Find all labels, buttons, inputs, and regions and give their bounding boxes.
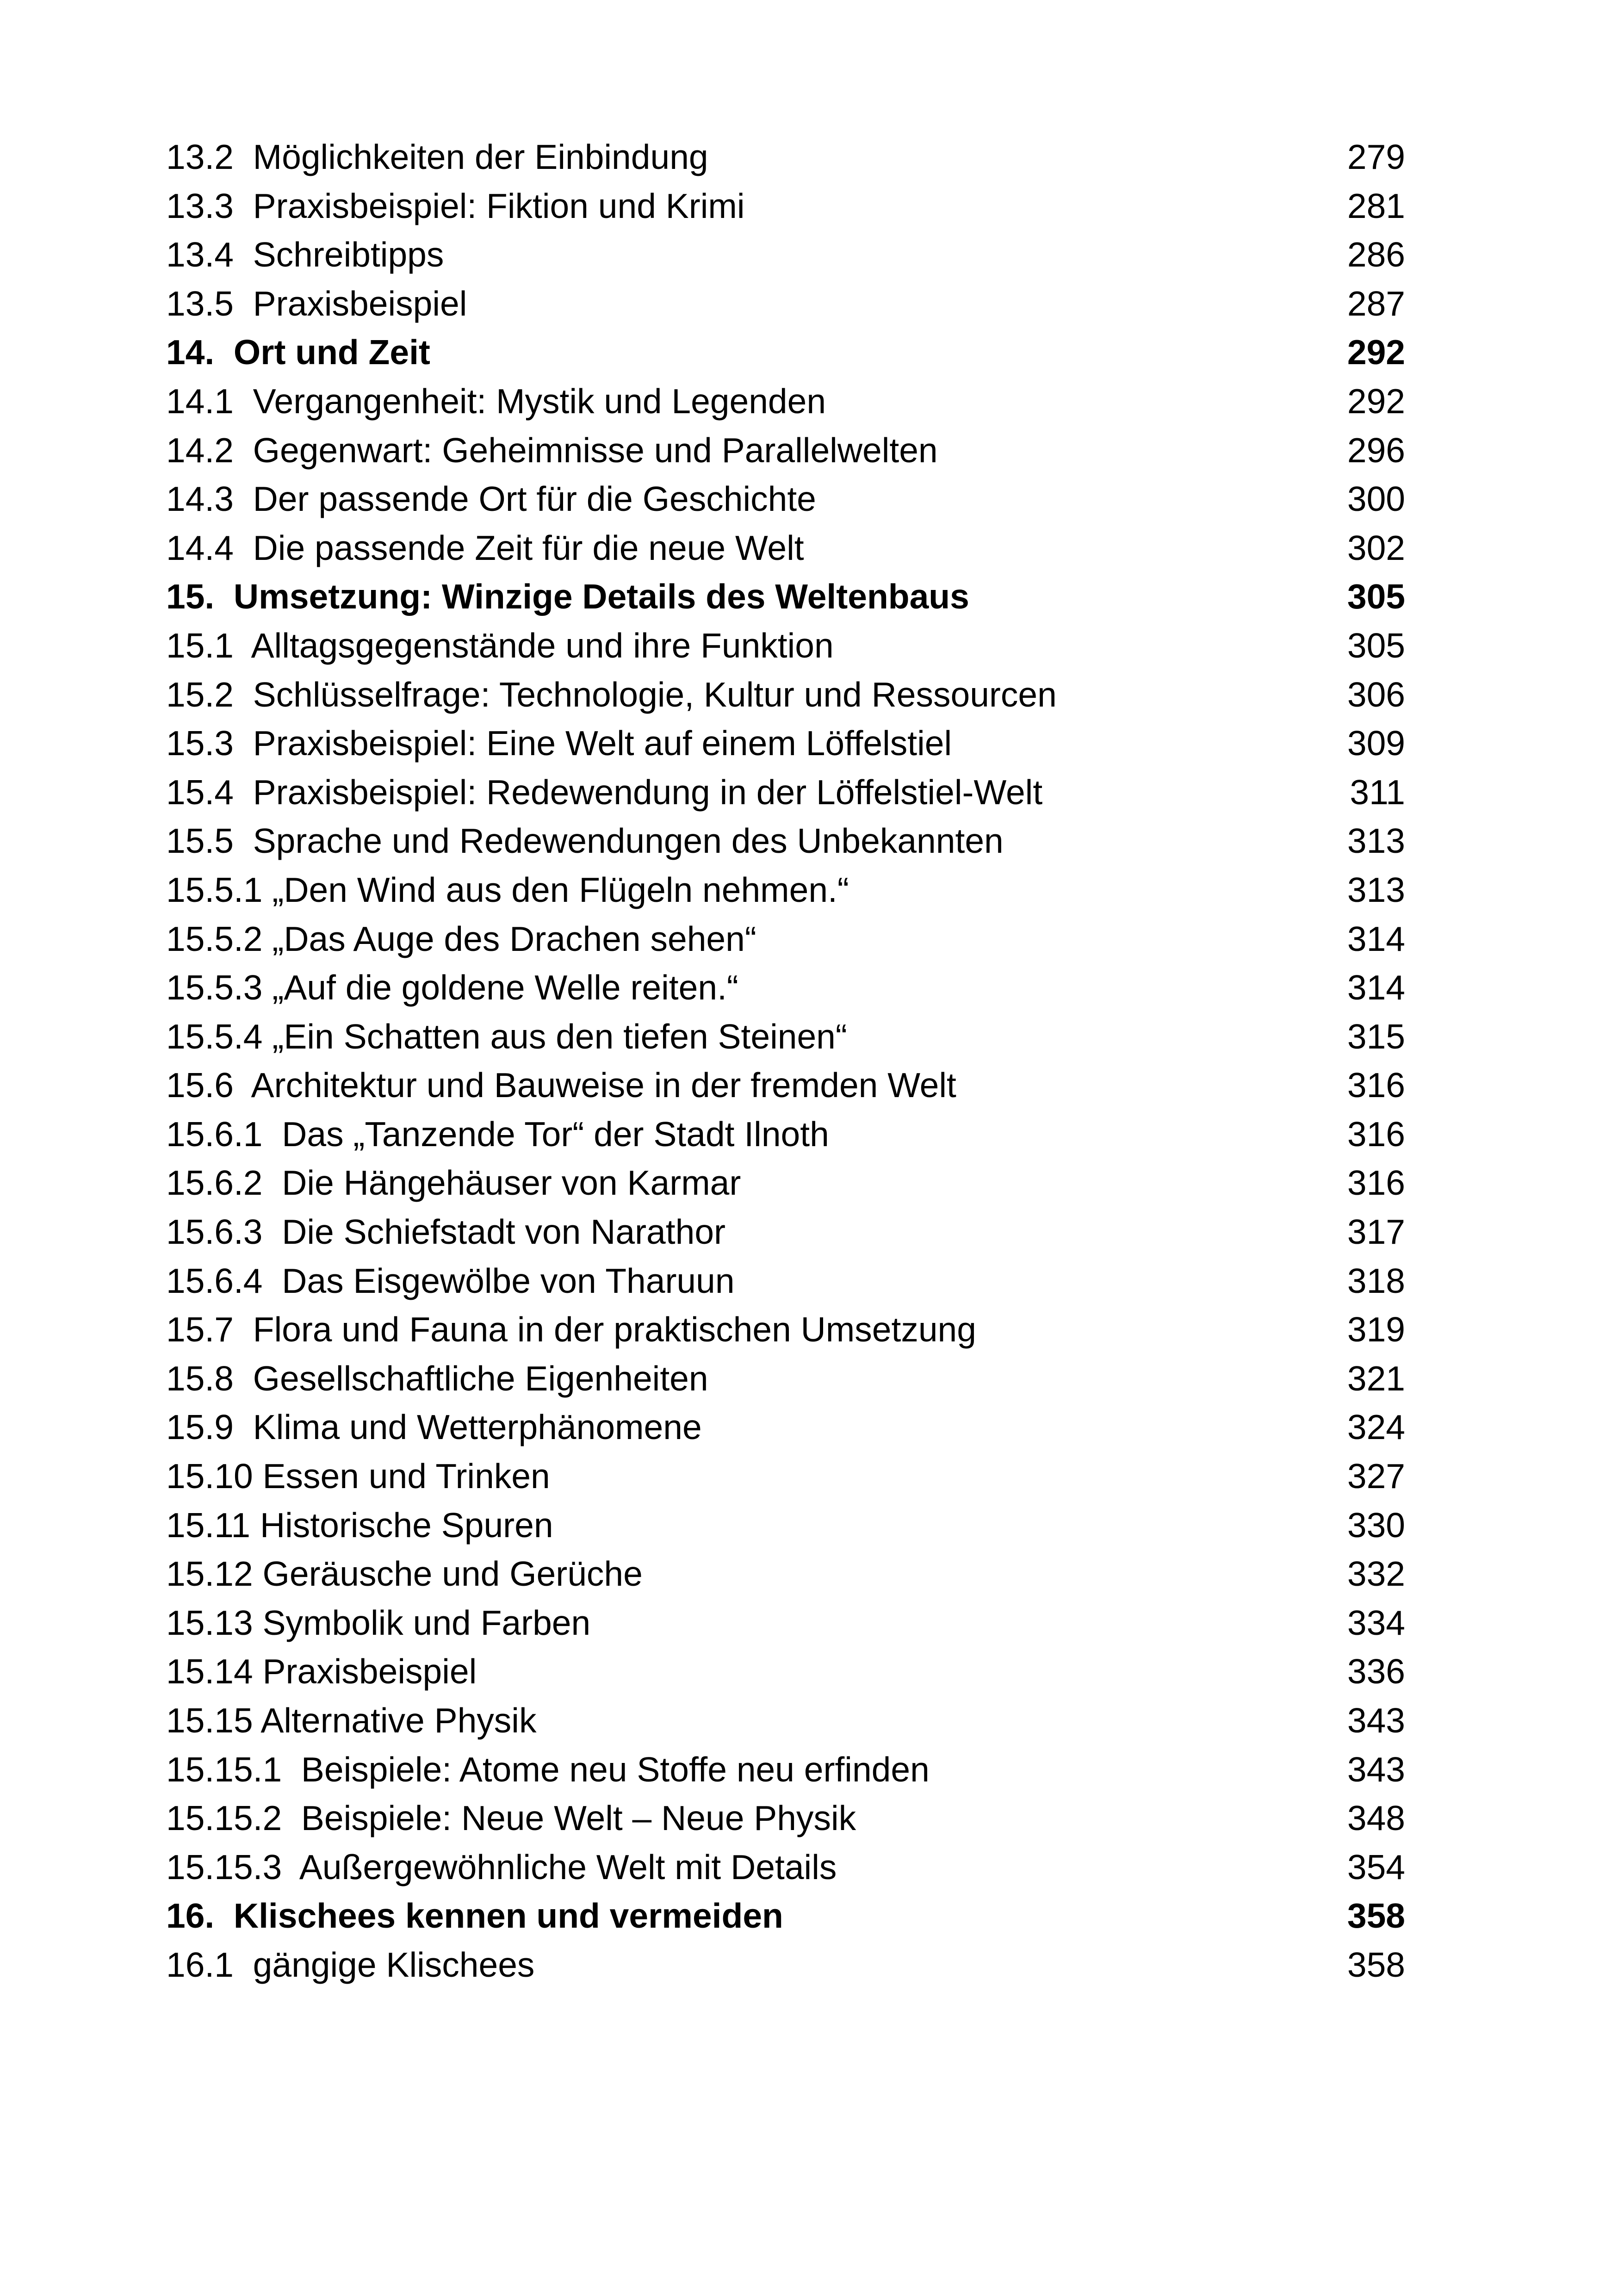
toc-entry <box>166 1941 1405 1990</box>
toc-entry <box>166 1257 1405 1306</box>
toc-entry-page: 318 <box>1347 1261 1405 1300</box>
toc-entry-title: 15.1 Alltagsgegenstände und ihre Funktion <box>166 626 834 665</box>
toc-entry <box>166 1599 1405 1648</box>
toc-entry-page: 336 <box>1347 1652 1405 1691</box>
toc-chapter-entry <box>166 1892 1405 1941</box>
toc-entry-title: 14.2 Gegenwart: Geheimnisse und Parallelwelten <box>166 430 938 470</box>
toc-entry-page: 281 <box>1347 186 1405 225</box>
toc-entry-title: 15.6.3 Die Schiefstadt von Narathor <box>166 1212 726 1252</box>
toc-entry <box>166 1403 1405 1452</box>
toc-entry-page: 311 <box>1350 772 1405 812</box>
toc-entry <box>166 1354 1405 1403</box>
toc-entry <box>166 1012 1405 1061</box>
toc-entry <box>166 817 1405 866</box>
toc-entry-page: 348 <box>1347 1799 1405 1838</box>
toc-entry-page: 300 <box>1347 479 1405 519</box>
toc-entry-page: 316 <box>1347 1163 1405 1203</box>
toc-entry <box>166 377 1405 426</box>
toc-entry-page: 354 <box>1347 1847 1405 1886</box>
toc-entry-page: 279 <box>1347 137 1405 176</box>
toc-entry-title: 15.15 Alternative Physik <box>166 1701 537 1740</box>
toc-chapter-entry <box>166 572 1405 621</box>
toc-entry-page: 315 <box>1347 1017 1405 1056</box>
toc-entry <box>166 182 1405 231</box>
toc-entry-title: 15.5.2 „Das Auge des Drachen sehen“ <box>166 919 756 958</box>
toc-entry <box>166 1794 1405 1843</box>
toc-entry-page: 296 <box>1347 430 1405 470</box>
toc-entry <box>166 426 1405 475</box>
table-of-contents <box>166 133 1405 1990</box>
toc-entry-title: 15.5.3 „Auf die goldene Welle reiten.“ <box>166 968 738 1007</box>
toc-entry-title: 15.12 Geräusche und Gerüche <box>166 1554 643 1594</box>
toc-entry-title: 13.2 Möglichkeiten der Einbindung <box>166 137 708 176</box>
toc-entry-page: 313 <box>1347 870 1405 909</box>
toc-entry-page: 287 <box>1347 284 1405 323</box>
toc-entry <box>166 768 1405 817</box>
toc-entry-page: 286 <box>1347 235 1405 274</box>
toc-entry-page: 343 <box>1347 1750 1405 1789</box>
toc-entry <box>166 915 1405 964</box>
toc-entry-title: 15. Umsetzung: Winzige Details des Weltenbaus <box>166 577 969 616</box>
toc-entry-title: 15.15.1 Beispiele: Atome neu Stoffe neu erfinden <box>166 1750 930 1789</box>
toc-entry-title: 13.3 Praxisbeispiel: Fiktion und Krimi <box>166 186 745 225</box>
toc-entry <box>166 524 1405 573</box>
toc-entry <box>166 1061 1405 1110</box>
toc-entry-title: 14.4 Die passende Zeit für die neue Welt <box>166 528 804 567</box>
toc-entry-title: 16. Klischees kennen und vermeiden <box>166 1896 783 1936</box>
toc-entry <box>166 1110 1405 1159</box>
toc-entry <box>166 1501 1405 1550</box>
toc-entry <box>166 866 1405 915</box>
toc-entry-title: 15.2 Schlüsselfrage: Technologie, Kultur und Ressourcen <box>166 675 1057 714</box>
toc-entry-page: 316 <box>1347 1114 1405 1154</box>
toc-entry-title: 15.3 Praxisbeispiel: Eine Welt auf einem Löffelstiel <box>166 724 952 763</box>
toc-entry <box>166 1305 1405 1354</box>
toc-entry-title: 14.1 Vergangenheit: Mystik und Legenden <box>166 381 826 421</box>
toc-entry-title: 15.9 Klima und Wetterphänomene <box>166 1408 702 1447</box>
toc-entry-page: 317 <box>1347 1212 1405 1252</box>
toc-entry-title: 15.5.1 „Den Wind aus den Flügeln nehmen.“ <box>166 870 849 909</box>
toc-entry-title: 13.4 Schreibtipps <box>166 235 444 274</box>
toc-entry <box>166 1647 1405 1696</box>
toc-entry-title: 13.5 Praxisbeispiel <box>166 284 467 323</box>
toc-entry-page: 316 <box>1347 1066 1405 1105</box>
toc-entry <box>166 621 1405 670</box>
toc-entry <box>166 670 1405 720</box>
toc-entry-page: 330 <box>1347 1505 1405 1545</box>
toc-entry-page: 314 <box>1347 919 1405 958</box>
toc-entry-page: 319 <box>1347 1310 1405 1349</box>
toc-entry <box>166 133 1405 182</box>
toc-entry-page: 358 <box>1347 1945 1405 1984</box>
toc-entry-title: 16.1 gängige Klischees <box>166 1945 535 1984</box>
toc-entry <box>166 475 1405 524</box>
toc-entry-page: 314 <box>1347 968 1405 1007</box>
toc-entry-title: 14. Ort und Zeit <box>166 333 430 372</box>
toc-entry-page: 327 <box>1347 1457 1405 1496</box>
toc-entry <box>166 719 1405 768</box>
toc-entry-title: 15.6.2 Die Hängehäuser von Karmar <box>166 1163 741 1203</box>
toc-entry <box>166 1452 1405 1501</box>
toc-entry <box>166 1745 1405 1794</box>
toc-entry-page: 334 <box>1347 1603 1405 1642</box>
toc-entry-page: 324 <box>1347 1408 1405 1447</box>
toc-entry-title: 15.8 Gesellschaftliche Eigenheiten <box>166 1359 708 1398</box>
toc-entry-page: 332 <box>1347 1554 1405 1594</box>
toc-entry-title: 15.4 Praxisbeispiel: Redewendung in der Löffelstiel-Welt <box>166 772 1043 812</box>
toc-entry-page: 292 <box>1347 333 1405 372</box>
toc-entry-title: 15.5 Sprache und Redewendungen des Unbekannten <box>166 821 1004 861</box>
toc-entry-title: 14.3 Der passende Ort für die Geschichte <box>166 479 816 519</box>
toc-entry-page: 305 <box>1347 577 1405 616</box>
toc-entry-page: 305 <box>1347 626 1405 665</box>
toc-entry-title: 15.5.4 „Ein Schatten aus den tiefen Steinen“ <box>166 1017 847 1056</box>
toc-entry <box>166 1696 1405 1745</box>
toc-entry <box>166 230 1405 279</box>
toc-entry-page: 292 <box>1347 381 1405 421</box>
toc-entry-title: 15.6.1 Das „Tanzende Tor“ der Stadt Ilnoth <box>166 1114 829 1154</box>
toc-entry <box>166 1208 1405 1257</box>
toc-entry-title: 15.10 Essen und Trinken <box>166 1457 550 1496</box>
toc-entry-title: 15.11 Historische Spuren <box>166 1505 553 1545</box>
toc-entry-title: 15.7 Flora und Fauna in der praktischen Umsetzung <box>166 1310 976 1349</box>
toc-entry <box>166 279 1405 329</box>
toc-entry-title: 15.13 Symbolik und Farben <box>166 1603 591 1642</box>
toc-entry-page: 302 <box>1347 528 1405 567</box>
toc-chapter-entry <box>166 328 1405 377</box>
toc-entry <box>166 1159 1405 1208</box>
toc-entry-title: 15.6.4 Das Eisgewölbe von Tharuun <box>166 1261 735 1300</box>
toc-entry-page: 309 <box>1347 724 1405 763</box>
toc-entry-page: 313 <box>1347 821 1405 861</box>
toc-entry-title: 15.6 Architektur und Bauweise in der fremden Welt <box>166 1066 956 1105</box>
toc-entry-title: 15.15.2 Beispiele: Neue Welt – Neue Physik <box>166 1799 856 1838</box>
toc-entry-title: 15.14 Praxisbeispiel <box>166 1652 477 1691</box>
toc-entry-page: 358 <box>1347 1896 1405 1936</box>
toc-entry <box>166 1843 1405 1892</box>
toc-entry-page: 343 <box>1347 1701 1405 1740</box>
toc-entry <box>166 963 1405 1012</box>
toc-entry-page: 306 <box>1347 675 1405 714</box>
toc-entry-title: 15.15.3 Außergewöhnliche Welt mit Details <box>166 1847 837 1886</box>
toc-entry <box>166 1550 1405 1599</box>
toc-entry-page: 321 <box>1347 1359 1405 1398</box>
